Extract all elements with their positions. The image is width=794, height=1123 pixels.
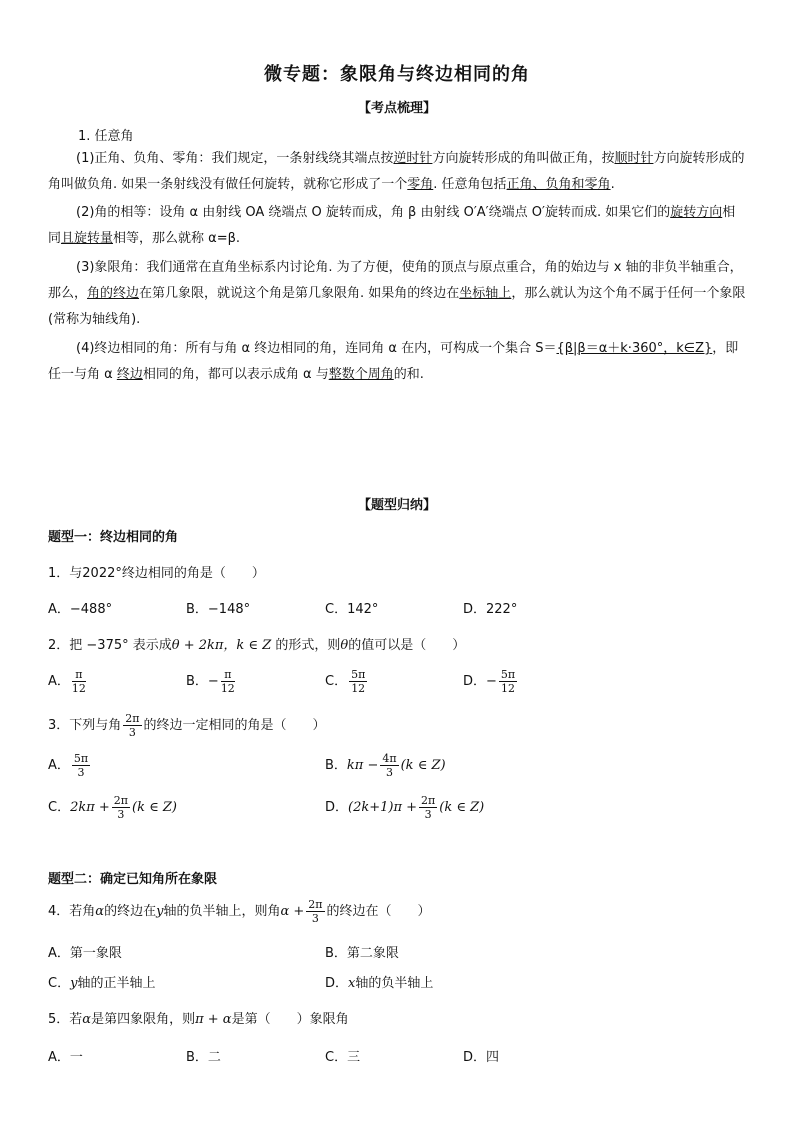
q1-option-a[interactable]: A．−488°	[48, 602, 113, 617]
fraction: $\frac{2\pi}{3}$	[113, 794, 129, 821]
question-5-stem: 5．若α是第四象限角，则π + α是第（ ）象限角	[48, 1012, 349, 1027]
fraction: $\frac{\pi}{12}$	[220, 668, 235, 695]
type1-heading: 题型一：终边相同的角	[48, 530, 179, 545]
q1-option-d[interactable]: D．222°	[463, 602, 518, 617]
fraction: $\frac{5\pi}{12}$	[351, 668, 366, 695]
q1-option-b[interactable]: B．−148°	[186, 602, 251, 617]
q2-option-a[interactable]: A． $\frac{\pi}{12}$	[48, 668, 86, 695]
q2-option-b[interactable]: B．− $\frac{\pi}{12}$	[186, 668, 235, 695]
section-review-heading: 【考点梳理】	[357, 101, 436, 116]
q4-option-c[interactable]: C．y轴的正半轴上	[48, 976, 156, 991]
fraction: $\frac{2\pi}{3}$	[421, 794, 436, 821]
q3-option-d[interactable]: D．(2k+1)π + $\frac{2\pi}{3}$ (k ∈ Z)	[325, 794, 485, 821]
q2-option-c[interactable]: C． $\frac{5\pi}{12}$	[325, 668, 366, 695]
q2-option-d[interactable]: D．− $\frac{5\pi}{12}$	[463, 668, 516, 695]
q4-option-d[interactable]: D．x轴的负半轴上	[325, 976, 434, 991]
question-1-stem: 1．与2022°终边相同的角是（ ）	[48, 566, 265, 581]
fraction: $\frac{5\pi}{3}$	[73, 752, 89, 779]
q5-option-a[interactable]: A．一	[48, 1050, 83, 1065]
section-types-heading: 【题型归纳】	[357, 498, 436, 513]
paragraph-3: (3)象限角：我们通常在直角坐标系内讨论角. 为了方便，使角的顶点与原点重合，角的始边与 x 轴的非负半轴重合，那么，角的终边在第几象限，就说这个角是第几象限角. 如果角的终边在坐标轴上，那么就认为这个角不属于任何一个象限(常称为轴线角).	[48, 260, 746, 327]
q1-option-c[interactable]: C．142°	[325, 602, 379, 617]
paragraph-2: (2)角的相等：设角 α 由射线 OA 绕端点 O 旋转而成，角 β 由射线 O′A′绕端点 O′旋转而成. 如果它们的旋转方向相同且旋转量相等，那么就称 α=β.	[48, 205, 736, 246]
question-4-stem: 4．若角α的终边在y轴的负半轴上，则角α + $\frac{2\pi}{3}$ 的终边在（ ）	[48, 898, 431, 925]
review-subheading: 1. 任意角	[78, 129, 134, 144]
q5-option-d[interactable]: D．四	[463, 1050, 500, 1065]
page-title: 微专题：象限角与终边相同的角	[264, 64, 530, 85]
type2-heading: 题型二：确定已知角所在象限	[48, 872, 218, 887]
q3-option-b[interactable]: B．kπ − $\frac{4\pi}{3}$ (k ∈ Z)	[325, 752, 446, 779]
q5-option-c[interactable]: C．三	[325, 1050, 361, 1065]
q3-option-a[interactable]: A． $\frac{5\pi}{3}$	[48, 752, 89, 779]
question-2-stem: 2．把 −375° 表示成θ + 2kπ，k ∈ Z 的形式，则θ的值可以是（ ）	[48, 638, 466, 653]
q5-option-b[interactable]: B．二	[186, 1050, 221, 1065]
paragraph-4: (4)终边相同的角：所有与角 α 终边相同的角，连同角 α 在内，可构成一个集合 S＝{β|β＝α＋k·360°，k∈Z}，即任一与角 α 终边相同的角，都可以表示成角 α 与整数个周角的和.	[48, 341, 739, 382]
q3-option-c[interactable]: C．2kπ + $\frac{2\pi}{3}$ (k ∈ Z)	[48, 794, 177, 821]
q4-option-a[interactable]: A．第一象限	[48, 946, 122, 961]
fraction: $\frac{4\pi}{3}$	[382, 752, 397, 779]
fraction: $\frac{2\pi}{3}$	[308, 898, 323, 925]
fraction: $\frac{5\pi}{12}$	[500, 668, 516, 695]
question-3-stem: 3．下列与角 $\frac{2\pi}{3}$ 的终边一定相同的角是（ ）	[48, 712, 326, 739]
q4-option-b[interactable]: B．第二象限	[325, 946, 399, 961]
fraction: $\frac{2\pi}{3}$	[125, 712, 140, 739]
fraction: $\frac{\pi}{12}$	[71, 668, 86, 695]
paragraph-1: (1)正角、负角、零角：我们规定，一条射线绕其端点按逆时针方向旋转形成的角叫做正角，按顺时针方向旋转形成的角叫做负角. 如果一条射线没有做任何旋转，就称它形成了一个零角. 任意角包括正角、负角和零角.	[48, 151, 745, 192]
